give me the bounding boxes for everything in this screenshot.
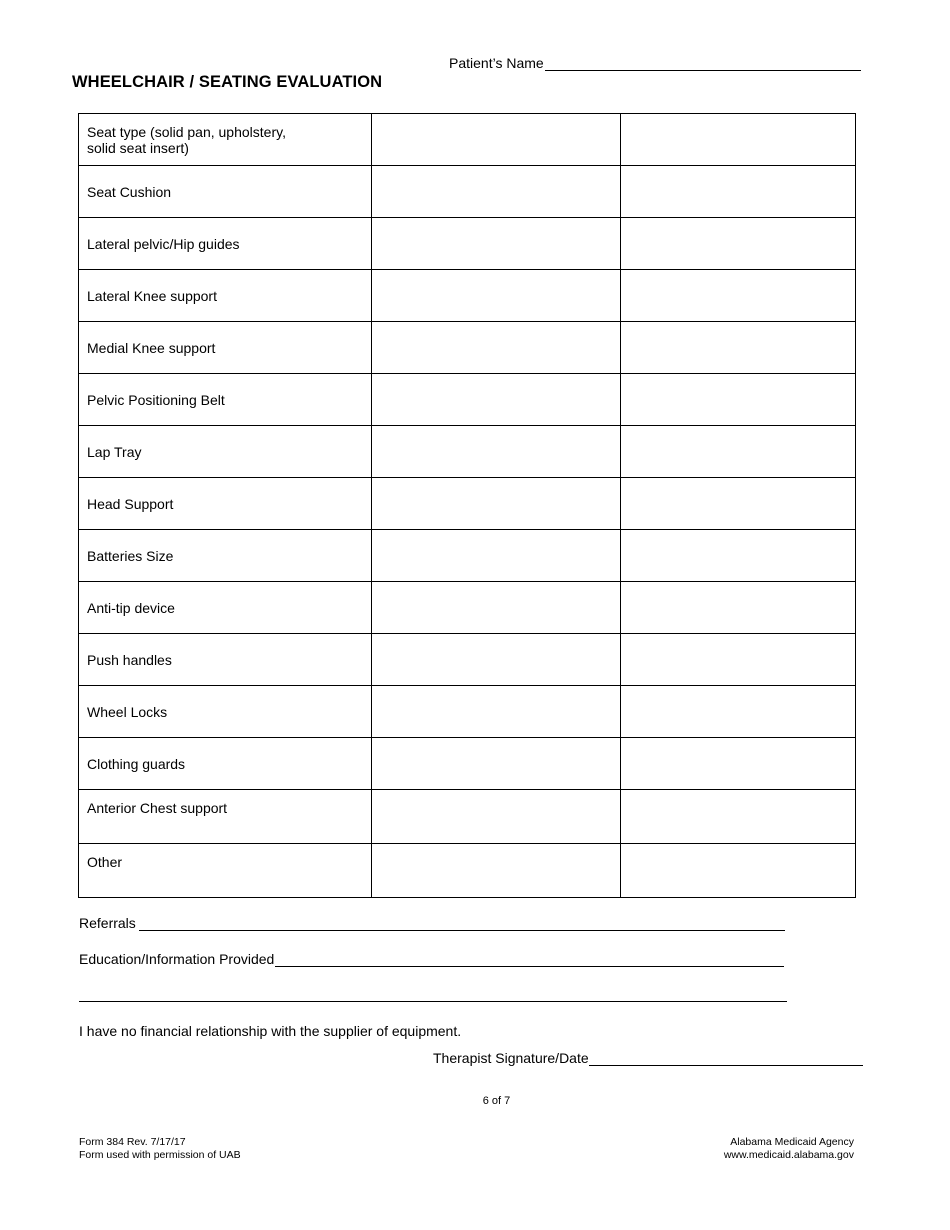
row-value-cell-2[interactable]	[621, 844, 856, 898]
row-value-cell-1[interactable]	[372, 582, 621, 634]
row-value-cell-2[interactable]	[621, 790, 856, 844]
table-row	[79, 634, 856, 686]
table-row	[79, 478, 856, 530]
table-row	[79, 322, 856, 374]
row-label: Seat Cushion	[87, 184, 172, 200]
table-row	[79, 374, 856, 426]
row-value-cell-2[interactable]	[621, 478, 856, 530]
page-title: WHEELCHAIR / SEATING EVALUATION	[72, 73, 383, 91]
patient-name-label: Patient’s Name	[449, 55, 544, 71]
table-row	[79, 582, 856, 634]
table-row	[79, 530, 856, 582]
table-row	[79, 166, 856, 218]
row-label-cell	[79, 582, 372, 634]
row-label: Other	[87, 854, 123, 870]
row-label-cell	[79, 166, 372, 218]
row-value-cell-1[interactable]	[372, 322, 621, 374]
row-label: Medial Knee support	[87, 340, 216, 356]
row-value-cell-2[interactable]	[621, 738, 856, 790]
row-label-cell	[79, 218, 372, 270]
row-label-cell	[79, 790, 372, 844]
row-value-cell-2[interactable]	[621, 426, 856, 478]
row-label: Lateral pelvic/Hip guides	[87, 236, 240, 252]
row-label: Wheel Locks	[87, 704, 168, 720]
row-label-cell	[79, 270, 372, 322]
row-label: Lap Tray	[87, 444, 142, 460]
row-label-cell	[79, 114, 372, 166]
row-value-cell-2[interactable]	[621, 634, 856, 686]
row-value-cell-1[interactable]	[372, 218, 621, 270]
financial-disclaimer: I have no financial relationship with the supplier of equipment.	[79, 1023, 462, 1039]
row-value-cell-2[interactable]	[621, 218, 856, 270]
evaluation-table-body	[79, 114, 856, 898]
row-value-cell-2[interactable]	[621, 530, 856, 582]
row-label: Anterior Chest support	[87, 800, 228, 816]
row-value-cell-2[interactable]	[621, 582, 856, 634]
row-label: Lateral Knee support	[87, 288, 217, 304]
row-value-cell-1[interactable]	[372, 374, 621, 426]
row-value-cell-1[interactable]	[372, 166, 621, 218]
referrals-field[interactable]	[139, 930, 785, 931]
row-value-cell-1[interactable]	[372, 478, 621, 530]
permission-note: Form used with permission of UAB	[79, 1149, 241, 1161]
table-row	[79, 738, 856, 790]
row-label-cell	[79, 426, 372, 478]
table-row	[79, 114, 856, 166]
row-value-cell-2[interactable]	[621, 270, 856, 322]
table-row	[79, 426, 856, 478]
agency-website: www.medicaid.alabama.gov	[723, 1149, 854, 1161]
referrals-label: Referrals	[79, 915, 136, 931]
page-number: 6 of 7	[482, 1095, 511, 1107]
table-row	[79, 218, 856, 270]
table-row	[79, 270, 856, 322]
row-value-cell-1[interactable]	[372, 114, 621, 166]
row-label: Push handles	[87, 652, 172, 668]
row-value-cell-1[interactable]	[372, 426, 621, 478]
agency-name: Alabama Medicaid Agency	[730, 1136, 854, 1148]
row-value-cell-1[interactable]	[372, 530, 621, 582]
education-label: Education/Information Provided	[79, 951, 275, 967]
row-value-cell-2[interactable]	[621, 166, 856, 218]
table-row	[79, 844, 856, 898]
row-label: Head Support	[87, 496, 174, 512]
table-row	[79, 686, 856, 738]
education-field-continued[interactable]	[79, 1001, 787, 1002]
row-label: Seat type (solid pan, upholstery, solid seat insert)	[87, 124, 286, 156]
evaluation-table	[78, 113, 856, 898]
signature-field[interactable]	[589, 1065, 863, 1066]
patient-name-field[interactable]	[545, 70, 861, 71]
signature-label: Therapist Signature/Date	[433, 1050, 589, 1066]
row-value-cell-1[interactable]	[372, 270, 621, 322]
row-value-cell-2[interactable]	[621, 686, 856, 738]
row-label: Batteries Size	[87, 548, 174, 564]
row-value-cell-1[interactable]	[372, 844, 621, 898]
row-label-cell	[79, 844, 372, 898]
row-value-cell-1[interactable]	[372, 634, 621, 686]
row-value-cell-2[interactable]	[621, 114, 856, 166]
row-value-cell-1[interactable]	[372, 686, 621, 738]
row-label-cell	[79, 322, 372, 374]
row-label: Clothing guards	[87, 756, 186, 772]
row-label: Anti-tip device	[87, 600, 175, 616]
row-value-cell-2[interactable]	[621, 322, 856, 374]
row-label-cell	[79, 478, 372, 530]
row-value-cell-1[interactable]	[372, 790, 621, 844]
row-value-cell-2[interactable]	[621, 374, 856, 426]
row-label-cell	[79, 530, 372, 582]
row-label-cell	[79, 686, 372, 738]
table-row	[79, 790, 856, 844]
row-label-cell	[79, 738, 372, 790]
education-field[interactable]	[275, 966, 784, 967]
row-label-cell	[79, 374, 372, 426]
form-number: Form 384 Rev. 7/17/17	[79, 1136, 186, 1148]
row-label: Pelvic Positioning Belt	[87, 392, 225, 408]
row-value-cell-1[interactable]	[372, 738, 621, 790]
row-label-cell	[79, 634, 372, 686]
